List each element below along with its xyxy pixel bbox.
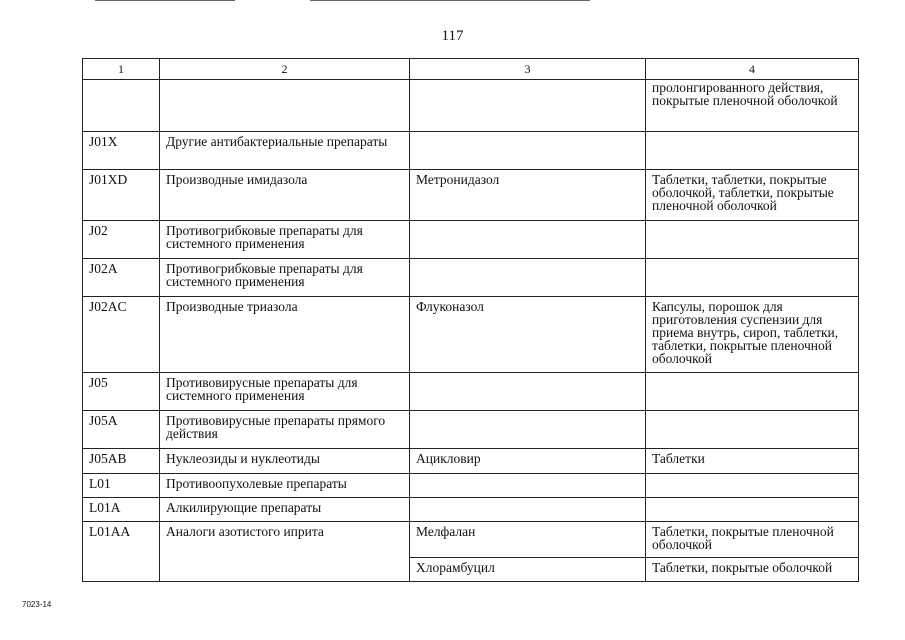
drug-name-cell: Хлорамбуцил [410, 558, 646, 582]
dosage-form-cell [646, 132, 859, 170]
atc-code-cell: J02A [83, 259, 160, 297]
group-name-cell: Противовирусные препараты прямого действия [160, 411, 410, 449]
atc-code-cell: J02 [83, 221, 160, 259]
atc-code-cell: J05A [83, 411, 160, 449]
atc-code-cell [83, 80, 160, 132]
atc-code-cell: J05AB [83, 449, 160, 474]
atc-code-cell: J01XD [83, 170, 160, 221]
atc-code-cell: L01AA [83, 522, 160, 582]
table-row [83, 80, 859, 132]
dosage-form-cell [646, 411, 859, 449]
drug-name-cell [410, 80, 646, 132]
group-name-cell [160, 80, 410, 132]
group-name-cell: Другие антибактериальные препараты [160, 132, 410, 170]
atc-code-cell: J02AC [83, 297, 160, 373]
drug-name-cell [410, 221, 646, 259]
drug-name-cell [410, 259, 646, 297]
table-row [83, 170, 859, 221]
group-name-cell: Аналоги азотистого иприта [160, 522, 410, 582]
drug-table [82, 58, 859, 582]
drug-name-cell [410, 474, 646, 498]
drug-name-cell: Мелфалан [410, 522, 646, 558]
atc-code-cell: L01 [83, 474, 160, 498]
drug-name-cell [410, 498, 646, 522]
drug-name-cell [410, 132, 646, 170]
table-row [83, 132, 859, 170]
group-name-cell: Производные триазола [160, 297, 410, 373]
atc-code-cell: L01A [83, 498, 160, 522]
group-name-cell: Противоопухолевые препараты [160, 474, 410, 498]
table-row [83, 411, 859, 449]
group-name-cell: Противогрибковые препараты для системного применения [160, 259, 410, 297]
drug-name-cell: Флуконазол [410, 297, 646, 373]
table-row [83, 297, 859, 373]
atc-code-cell: J05 [83, 373, 160, 411]
drug-name-cell [410, 411, 646, 449]
column-header: 2 [160, 59, 410, 80]
dosage-form-cell [646, 373, 859, 411]
table-row [83, 498, 859, 522]
dosage-form-cell: пролонгированного действия, покрытые пленочной оболочкой [646, 80, 859, 132]
dosage-form-cell: Таблетки, покрытые пленочной оболочкой [646, 522, 859, 558]
group-name-cell: Производные имидазола [160, 170, 410, 221]
table-row [83, 474, 859, 498]
page-number: 117 [441, 28, 464, 44]
header-row [83, 59, 859, 80]
group-name-cell: Алкилирующие препараты [160, 498, 410, 522]
table-row [83, 259, 859, 297]
table-row [83, 449, 859, 474]
group-name-cell: Противогрибковые препараты для системного применения [160, 221, 410, 259]
dosage-form-cell: Таблетки, покрытые оболочкой [646, 558, 859, 582]
dosage-form-cell [646, 259, 859, 297]
dosage-form-cell: Капсулы, порошок для приготовления суспензии для приема внутрь, сироп, таблетки, таблетки, покрытые пленочной оболочкой [646, 297, 859, 373]
table-row [83, 221, 859, 259]
drug-name-cell [410, 373, 646, 411]
group-name-cell: Противовирусные препараты для системного применения [160, 373, 410, 411]
atc-code-cell: J01X [83, 132, 160, 170]
table-row [83, 373, 859, 411]
dosage-form-cell [646, 498, 859, 522]
drug-name-cell: Ацикловир [410, 449, 646, 474]
group-name-cell: Нуклеозиды и нуклеотиды [160, 449, 410, 474]
column-header: 3 [410, 59, 646, 80]
drug-name-cell: Метронидазол [410, 170, 646, 221]
dosage-form-cell [646, 221, 859, 259]
column-header: 1 [83, 59, 160, 80]
table-row [83, 522, 859, 558]
column-header: 4 [646, 59, 859, 80]
dosage-form-cell: Таблетки, таблетки, покрытые оболочкой, таблетки, покрытые пленочной оболочкой [646, 170, 859, 221]
scan-top-edge-left [95, 0, 235, 1]
scan-top-edge-right [310, 0, 590, 1]
dosage-form-cell: Таблетки [646, 449, 859, 474]
dosage-form-cell [646, 474, 859, 498]
document-code: 7023-14 [22, 600, 52, 609]
